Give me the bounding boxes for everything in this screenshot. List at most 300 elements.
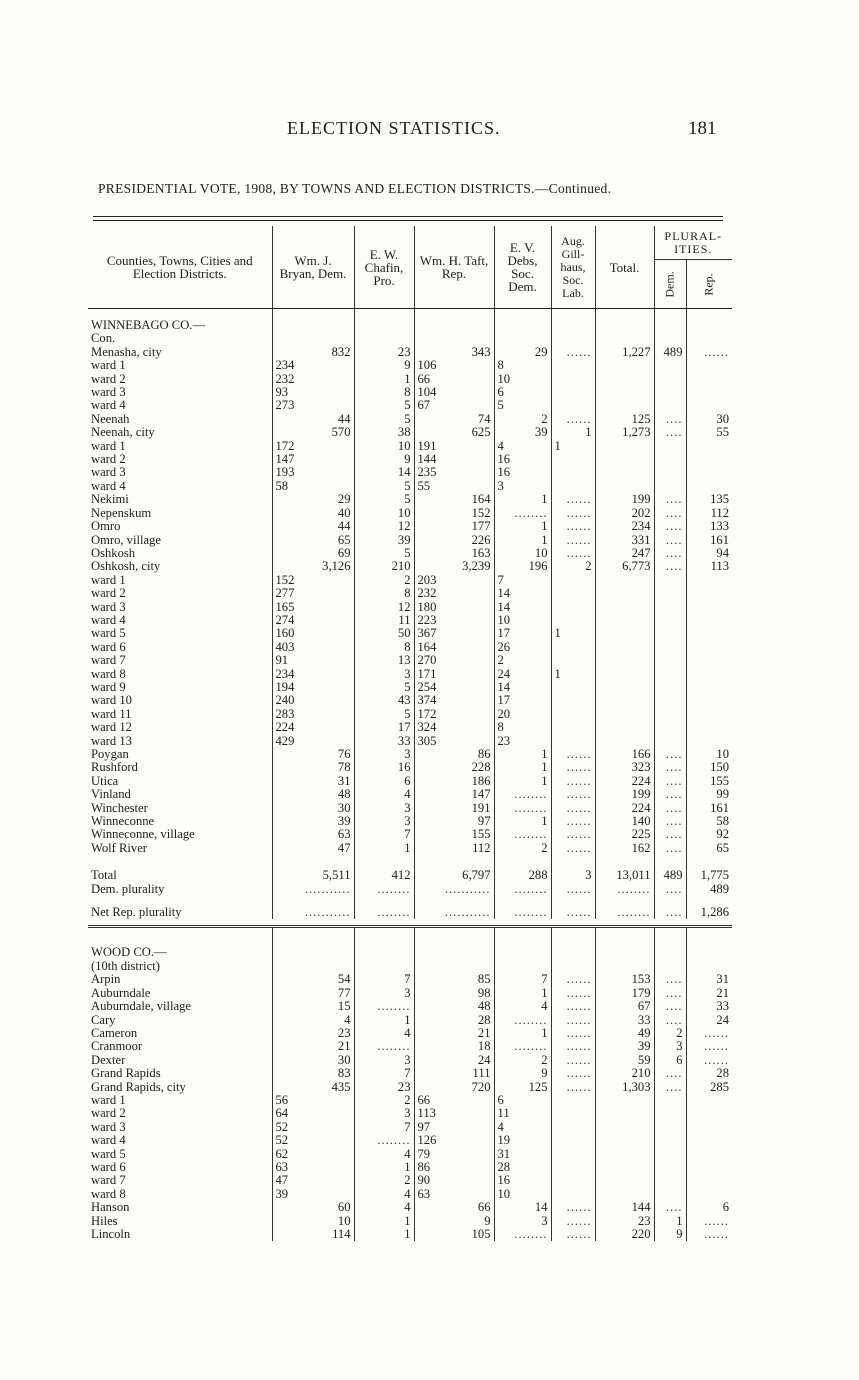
cell-debs: 17 bbox=[494, 627, 551, 640]
ward-row bbox=[88, 601, 732, 614]
cell-dem: .... bbox=[654, 547, 686, 560]
cell-dem bbox=[654, 641, 686, 654]
cell-chafin: 2 bbox=[354, 574, 414, 587]
cell-taft: 79 bbox=[414, 1148, 494, 1161]
cell-chafin: 10 bbox=[354, 507, 414, 520]
cell-chafin: ........ bbox=[354, 883, 414, 896]
cell-dem: 489 bbox=[654, 865, 686, 882]
total-row bbox=[88, 865, 732, 882]
cell-total: 323 bbox=[595, 761, 654, 774]
ward-row bbox=[88, 373, 732, 386]
cell-chafin: 4 bbox=[354, 1201, 414, 1214]
cell-rep: 150 bbox=[686, 761, 732, 774]
cell-chafin: 4 bbox=[354, 1188, 414, 1201]
cell-bryan: 65 bbox=[272, 534, 354, 547]
cell-dem: .... bbox=[654, 1014, 686, 1027]
cell-debs: 3 bbox=[494, 1215, 551, 1228]
cell-dem bbox=[654, 359, 686, 372]
cell-rep: 21 bbox=[686, 987, 732, 1000]
cell-rep: 489 bbox=[686, 883, 732, 896]
cell-rep bbox=[686, 480, 732, 493]
cell-gillhaus bbox=[551, 1121, 595, 1134]
cell-bryan: ........... bbox=[272, 906, 354, 919]
cell-dem: .... bbox=[654, 520, 686, 533]
row-name: ward 6 bbox=[91, 1160, 126, 1174]
cell-taft: 18 bbox=[414, 1040, 494, 1053]
cell-gillhaus: ...... bbox=[551, 507, 595, 520]
cell-chafin: 16 bbox=[354, 761, 414, 774]
cell-dem bbox=[654, 654, 686, 667]
row-name: Nepenskum bbox=[91, 506, 152, 520]
cell-bryan: 274 bbox=[272, 614, 354, 627]
cell-gillhaus: ...... bbox=[551, 547, 595, 560]
cell-chafin: 3 bbox=[354, 987, 414, 1000]
cell-gillhaus: 3 bbox=[551, 865, 595, 882]
row-name: ward 10 bbox=[91, 694, 132, 708]
ward-row bbox=[88, 1148, 732, 1161]
table-row bbox=[88, 1027, 732, 1040]
row-name: Dem. plurality bbox=[91, 882, 165, 896]
cell-rep bbox=[686, 1107, 732, 1120]
cell-gillhaus bbox=[551, 1174, 595, 1187]
cell-debs: 2 bbox=[494, 1054, 551, 1067]
ward-row bbox=[88, 1174, 732, 1187]
cell-taft: ........... bbox=[414, 883, 494, 896]
cell-gillhaus: ...... bbox=[551, 883, 595, 896]
cell-dem: .... bbox=[654, 507, 686, 520]
cell-chafin: 17 bbox=[354, 721, 414, 734]
table-row bbox=[88, 842, 732, 855]
row-name: Neenah bbox=[91, 412, 130, 426]
cell-debs: 31 bbox=[494, 1148, 551, 1161]
cell-dem bbox=[654, 1148, 686, 1161]
cell-chafin: 8 bbox=[354, 386, 414, 399]
cell-bryan: 277 bbox=[272, 587, 354, 600]
cell-total: 23 bbox=[595, 1215, 654, 1228]
table-row bbox=[88, 332, 732, 345]
cell-debs: 125 bbox=[494, 1081, 551, 1094]
cell-rep: ...... bbox=[686, 1228, 732, 1241]
ward-row bbox=[88, 721, 732, 734]
page-header bbox=[0, 118, 859, 142]
cell-bryan: 283 bbox=[272, 708, 354, 721]
cell-gillhaus: ...... bbox=[551, 1228, 595, 1241]
top-rule-2 bbox=[93, 220, 723, 221]
cell-total: 331 bbox=[595, 534, 654, 547]
cell-chafin: 7 bbox=[354, 828, 414, 841]
cell-chafin: 2 bbox=[354, 1174, 414, 1187]
cell-total bbox=[595, 694, 654, 707]
cell-bryan: 52 bbox=[272, 1121, 354, 1134]
cell-taft: 97 bbox=[414, 1121, 494, 1134]
cell-rep: 58 bbox=[686, 815, 732, 828]
cell-chafin: 2 bbox=[354, 1094, 414, 1107]
cell-debs: 17 bbox=[494, 694, 551, 707]
cell-rep: ...... bbox=[686, 346, 732, 359]
cell-rep bbox=[686, 332, 732, 345]
cell-dem bbox=[654, 587, 686, 600]
table-body bbox=[88, 319, 732, 1241]
cell-dem bbox=[654, 332, 686, 345]
cell-rep bbox=[686, 627, 732, 640]
cell-rep: 31 bbox=[686, 973, 732, 986]
cell-bryan: 30 bbox=[272, 802, 354, 815]
cell-rep bbox=[686, 399, 732, 412]
table-row bbox=[88, 1014, 732, 1027]
cell-total bbox=[595, 386, 654, 399]
cell-dem: .... bbox=[654, 748, 686, 761]
cell-bryan: 152 bbox=[272, 574, 354, 587]
cell-total: 67 bbox=[595, 1000, 654, 1013]
cell-debs: 8 bbox=[494, 721, 551, 734]
row-name: ward 4 bbox=[91, 479, 126, 493]
cell-bryan: ........... bbox=[272, 883, 354, 896]
cell-bryan: 91 bbox=[272, 654, 354, 667]
cell-gillhaus bbox=[551, 601, 595, 614]
cell-rep: 55 bbox=[686, 426, 732, 439]
cell-chafin: 1 bbox=[354, 842, 414, 855]
cell-dem: 3 bbox=[654, 1040, 686, 1053]
ward-row bbox=[88, 641, 732, 654]
ward-row bbox=[88, 359, 732, 372]
cell-debs bbox=[494, 946, 551, 959]
cell-taft: 66 bbox=[414, 1094, 494, 1107]
cell-dem bbox=[654, 574, 686, 587]
ward-row bbox=[88, 681, 732, 694]
pluralities-label: PLURAL-ITIES. bbox=[655, 226, 733, 260]
cell-chafin: 12 bbox=[354, 520, 414, 533]
cell-dem: .... bbox=[654, 560, 686, 573]
row-name: Con. bbox=[91, 332, 116, 346]
row-name: ward 1 bbox=[91, 1093, 126, 1107]
cell-bryan: 21 bbox=[272, 1040, 354, 1053]
cell-total: 144 bbox=[595, 1201, 654, 1214]
cell-chafin bbox=[354, 960, 414, 973]
cell-total: 125 bbox=[595, 413, 654, 426]
row-name: ward 13 bbox=[91, 734, 132, 748]
cell-total bbox=[595, 359, 654, 372]
cell-gillhaus bbox=[551, 735, 595, 748]
row-name: ward 3 bbox=[91, 386, 126, 400]
running-title: ELECTION STATISTICS. bbox=[287, 118, 501, 138]
cell-taft: 9 bbox=[414, 1215, 494, 1228]
cell-rep: 30 bbox=[686, 413, 732, 426]
cell-chafin: ........ bbox=[354, 1040, 414, 1053]
cell-rep bbox=[686, 1094, 732, 1107]
cell-dem bbox=[654, 386, 686, 399]
ward-row bbox=[88, 668, 732, 681]
table-row bbox=[88, 346, 732, 359]
cell-gillhaus bbox=[551, 681, 595, 694]
cell-taft: 367 bbox=[414, 627, 494, 640]
cell-debs: 20 bbox=[494, 708, 551, 721]
cell-chafin: 13 bbox=[354, 654, 414, 667]
cell-rep: 285 bbox=[686, 1081, 732, 1094]
cell-debs: 39 bbox=[494, 426, 551, 439]
cell-rep bbox=[686, 708, 732, 721]
cell-bryan: 63 bbox=[272, 1161, 354, 1174]
cell-debs: 16 bbox=[494, 466, 551, 479]
cell-gillhaus bbox=[551, 721, 595, 734]
cell-gillhaus bbox=[551, 960, 595, 973]
cell-rep: ...... bbox=[686, 1040, 732, 1053]
cell-rep: 161 bbox=[686, 802, 732, 815]
cell-bryan: 64 bbox=[272, 1107, 354, 1120]
cell-rep: 155 bbox=[686, 775, 732, 788]
cell-debs: 14 bbox=[494, 681, 551, 694]
cell-debs: ........ bbox=[494, 906, 551, 919]
table-row bbox=[88, 960, 732, 973]
cell-gillhaus: ...... bbox=[551, 1081, 595, 1094]
table-row bbox=[88, 1054, 732, 1067]
cell-bryan: 52 bbox=[272, 1134, 354, 1147]
cell-total: 166 bbox=[595, 748, 654, 761]
cell-bryan: 39 bbox=[272, 1188, 354, 1201]
cell-bryan bbox=[272, 960, 354, 973]
col-header-chafin: E. W. Chafin, Pro. bbox=[354, 226, 414, 309]
cell-chafin: 4 bbox=[354, 1148, 414, 1161]
cell-chafin: 9 bbox=[354, 453, 414, 466]
cell-rep bbox=[686, 694, 732, 707]
cell-gillhaus: ...... bbox=[551, 815, 595, 828]
cell-total bbox=[595, 641, 654, 654]
row-name: Arpin bbox=[91, 973, 121, 987]
cell-gillhaus: 1 bbox=[551, 426, 595, 439]
cell-rep bbox=[686, 587, 732, 600]
cell-debs: 1 bbox=[494, 534, 551, 547]
cell-chafin: 1 bbox=[354, 1215, 414, 1228]
cell-total bbox=[595, 574, 654, 587]
cell-gillhaus bbox=[551, 641, 595, 654]
cell-chafin: ........ bbox=[354, 1000, 414, 1013]
cell-chafin: ........ bbox=[354, 1134, 414, 1147]
cell-bryan: 39 bbox=[272, 815, 354, 828]
cell-gillhaus bbox=[551, 1134, 595, 1147]
cell-chafin: 1 bbox=[354, 1161, 414, 1174]
cell-debs bbox=[494, 960, 551, 973]
table-row bbox=[88, 426, 732, 439]
cell-gillhaus bbox=[551, 399, 595, 412]
cell-dem: .... bbox=[654, 828, 686, 841]
cell-rep: 24 bbox=[686, 1014, 732, 1027]
row-name: ward 7 bbox=[91, 654, 126, 668]
cell-taft: 74 bbox=[414, 413, 494, 426]
row-name: Utica bbox=[91, 774, 119, 788]
cell-total bbox=[595, 601, 654, 614]
spacer-row bbox=[88, 855, 732, 865]
cell-total: 210 bbox=[595, 1067, 654, 1080]
cell-dem bbox=[654, 960, 686, 973]
cell-taft: 720 bbox=[414, 1081, 494, 1094]
cell-rep: 1,286 bbox=[686, 906, 732, 919]
cell-rep: ...... bbox=[686, 1054, 732, 1067]
col-header-gillhaus: Aug. Gill-haus, Soc. Lab. bbox=[551, 226, 595, 309]
cell-debs: 10 bbox=[494, 614, 551, 627]
cell-total bbox=[595, 480, 654, 493]
cell-dem: .... bbox=[654, 802, 686, 815]
cell-chafin: 43 bbox=[354, 694, 414, 707]
cell-bryan: 4 bbox=[272, 1014, 354, 1027]
cell-total: 247 bbox=[595, 547, 654, 560]
cell-chafin: 33 bbox=[354, 735, 414, 748]
cell-taft: 113 bbox=[414, 1107, 494, 1120]
cell-bryan: 429 bbox=[272, 735, 354, 748]
cell-total bbox=[595, 668, 654, 681]
cell-bryan: 160 bbox=[272, 627, 354, 640]
cell-taft: 21 bbox=[414, 1027, 494, 1040]
cell-chafin: 7 bbox=[354, 1121, 414, 1134]
cell-bryan: 10 bbox=[272, 1215, 354, 1228]
cell-debs: 23 bbox=[494, 735, 551, 748]
cell-chafin: 4 bbox=[354, 1027, 414, 1040]
cell-debs: 1 bbox=[494, 987, 551, 1000]
cell-taft: 97 bbox=[414, 815, 494, 828]
cell-debs: 10 bbox=[494, 373, 551, 386]
cell-taft: 232 bbox=[414, 587, 494, 600]
cell-taft: 24 bbox=[414, 1054, 494, 1067]
cell-gillhaus: ...... bbox=[551, 1040, 595, 1053]
ward-row bbox=[88, 1161, 732, 1174]
row-name: Winneconne bbox=[91, 815, 155, 829]
election-table bbox=[88, 226, 732, 1241]
cell-taft: 67 bbox=[414, 399, 494, 412]
table-row bbox=[88, 761, 732, 774]
cell-bryan: 76 bbox=[272, 748, 354, 761]
ward-row bbox=[88, 1121, 732, 1134]
cell-debs: 1 bbox=[494, 761, 551, 774]
row-name: ward 3 bbox=[91, 466, 126, 480]
cell-chafin: 6 bbox=[354, 775, 414, 788]
cell-dem bbox=[654, 480, 686, 493]
row-name: Grand Rapids bbox=[91, 1067, 161, 1081]
cell-chafin: 3 bbox=[354, 815, 414, 828]
cell-total bbox=[595, 654, 654, 667]
cell-gillhaus: ...... bbox=[551, 987, 595, 1000]
cell-total: 1,227 bbox=[595, 346, 654, 359]
cell-chafin: 5 bbox=[354, 547, 414, 560]
cell-gillhaus bbox=[551, 1161, 595, 1174]
cell-chafin: ........ bbox=[354, 906, 414, 919]
cell-debs: 1 bbox=[494, 520, 551, 533]
cell-debs: 10 bbox=[494, 547, 551, 560]
cell-taft: 228 bbox=[414, 761, 494, 774]
row-name: Dexter bbox=[91, 1053, 126, 1067]
cell-dem bbox=[654, 373, 686, 386]
cell-taft: 186 bbox=[414, 775, 494, 788]
cell-bryan: 15 bbox=[272, 1000, 354, 1013]
cell-bryan: 435 bbox=[272, 1081, 354, 1094]
cell-dem bbox=[654, 735, 686, 748]
cell-debs: ........ bbox=[494, 788, 551, 801]
cell-total bbox=[595, 319, 654, 332]
cell-debs: 288 bbox=[494, 865, 551, 882]
cell-debs: 1 bbox=[494, 775, 551, 788]
row-name: ward 3 bbox=[91, 600, 126, 614]
cell-debs: 16 bbox=[494, 1174, 551, 1187]
county-row bbox=[88, 319, 732, 332]
cell-rep: 10 bbox=[686, 748, 732, 761]
cell-rep: 113 bbox=[686, 560, 732, 573]
cell-dem: .... bbox=[654, 1000, 686, 1013]
col-header-dem-cell bbox=[655, 260, 686, 308]
cell-gillhaus bbox=[551, 1107, 595, 1120]
cell-total: 1,303 bbox=[595, 1081, 654, 1094]
cell-taft: 28 bbox=[414, 1014, 494, 1027]
cell-taft bbox=[414, 960, 494, 973]
cell-debs: 3 bbox=[494, 480, 551, 493]
cell-gillhaus: ...... bbox=[551, 1215, 595, 1228]
col-header-name: Counties, Towns, Cities and Election Districts. bbox=[88, 226, 272, 309]
cell-dem bbox=[654, 627, 686, 640]
cell-debs: ........ bbox=[494, 883, 551, 896]
cell-rep bbox=[686, 681, 732, 694]
cell-taft: 112 bbox=[414, 842, 494, 855]
table-row bbox=[88, 987, 732, 1000]
ward-row bbox=[88, 466, 732, 479]
cell-dem bbox=[654, 1161, 686, 1174]
page-number: 181 bbox=[688, 118, 717, 139]
cell-taft: 6,797 bbox=[414, 865, 494, 882]
cell-gillhaus bbox=[551, 946, 595, 959]
row-name: Neenah, city bbox=[91, 426, 155, 440]
cell-debs: 1 bbox=[494, 815, 551, 828]
cell-dem bbox=[654, 708, 686, 721]
cell-bryan bbox=[272, 946, 354, 959]
cell-chafin: 3 bbox=[354, 1107, 414, 1120]
cell-debs: ........ bbox=[494, 1014, 551, 1027]
cell-dem: .... bbox=[654, 493, 686, 506]
cell-bryan: 47 bbox=[272, 1174, 354, 1187]
cell-dem bbox=[654, 1094, 686, 1107]
cell-bryan: 234 bbox=[272, 668, 354, 681]
table-row bbox=[88, 748, 732, 761]
row-name: ward 5 bbox=[91, 1147, 126, 1161]
row-name: ward 8 bbox=[91, 667, 126, 681]
cell-taft: 180 bbox=[414, 601, 494, 614]
cell-total bbox=[595, 614, 654, 627]
cell-taft: 305 bbox=[414, 735, 494, 748]
cell-dem: .... bbox=[654, 973, 686, 986]
cell-chafin: 5 bbox=[354, 399, 414, 412]
cell-rep: ...... bbox=[686, 1027, 732, 1040]
cell-bryan: 570 bbox=[272, 426, 354, 439]
cell-gillhaus: ...... bbox=[551, 413, 595, 426]
cell-debs: 196 bbox=[494, 560, 551, 573]
cell-debs: 6 bbox=[494, 386, 551, 399]
cell-debs: 1 bbox=[494, 493, 551, 506]
ward-row bbox=[88, 694, 732, 707]
cell-taft: 324 bbox=[414, 721, 494, 734]
cell-bryan: 40 bbox=[272, 507, 354, 520]
table-row bbox=[88, 534, 732, 547]
cell-chafin: 3 bbox=[354, 748, 414, 761]
cell-gillhaus: ...... bbox=[551, 906, 595, 919]
cell-dem bbox=[654, 1188, 686, 1201]
ward-row bbox=[88, 708, 732, 721]
cell-rep bbox=[686, 960, 732, 973]
cell-dem: .... bbox=[654, 534, 686, 547]
cell-total bbox=[595, 1188, 654, 1201]
row-name: WINNEBAGO CO.— bbox=[91, 319, 206, 332]
table-row bbox=[88, 1000, 732, 1013]
cell-chafin: 412 bbox=[354, 865, 414, 882]
cell-gillhaus: 1 bbox=[551, 440, 595, 453]
row-name: Hiles bbox=[91, 1214, 118, 1228]
table-row bbox=[88, 1215, 732, 1228]
cell-taft: 85 bbox=[414, 973, 494, 986]
cell-bryan: 240 bbox=[272, 694, 354, 707]
cell-debs: 2 bbox=[494, 842, 551, 855]
